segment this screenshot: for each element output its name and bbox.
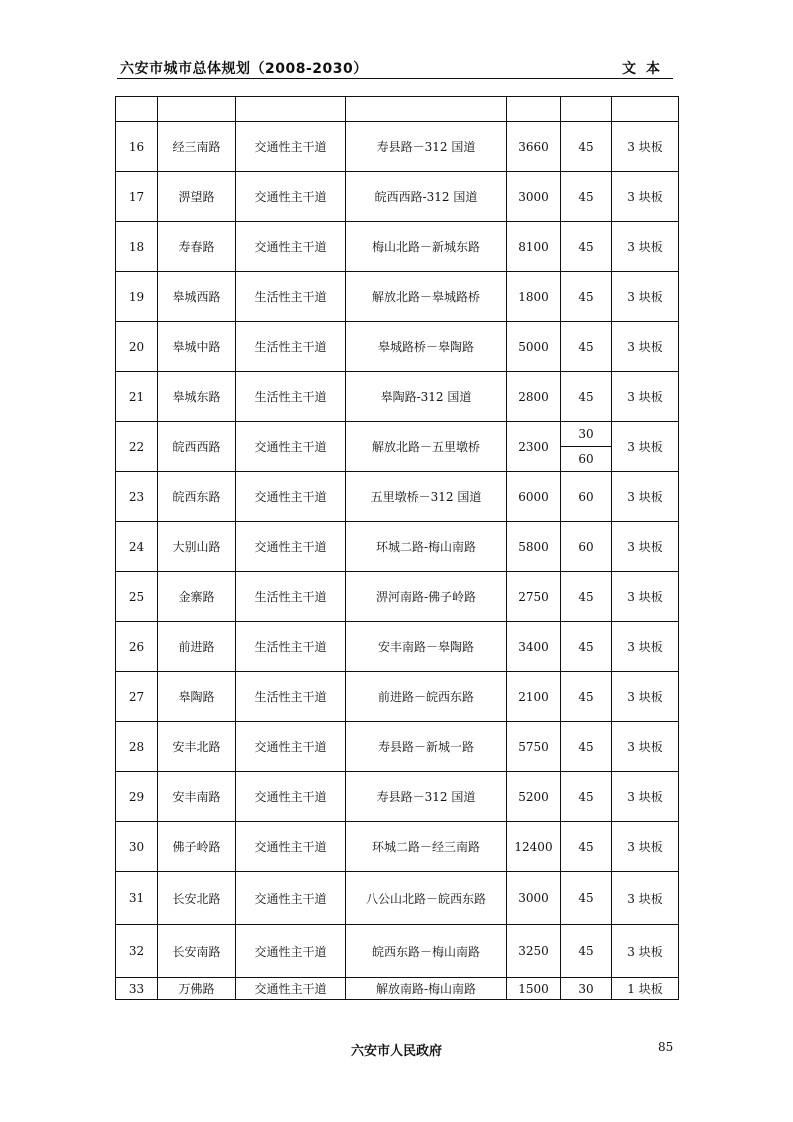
road-grade: 生活性主干道 (236, 272, 346, 322)
road-section: 3 块板 (612, 925, 679, 978)
road-length: 5200 (507, 772, 561, 822)
road-length: 2300 (507, 422, 561, 472)
road-grade: 交通性主干道 (236, 822, 346, 872)
table-row (116, 978, 679, 1000)
road-width: 45 (561, 772, 612, 822)
road-grade: 交通性主干道 (236, 172, 346, 222)
road-route: 淠河南路-佛子岭路 (346, 572, 507, 622)
road-route: 环城二路-梅山南路 (346, 522, 507, 572)
road-section: 3 块板 (612, 422, 679, 472)
table-header-cell (507, 97, 561, 122)
road-width: 45 (561, 822, 612, 872)
road-section: 3 块板 (612, 722, 679, 772)
road-length: 3400 (507, 622, 561, 672)
road-length: 3000 (507, 872, 561, 925)
road-length: 1800 (507, 272, 561, 322)
row-number: 26 (116, 622, 158, 672)
road-section: 3 块板 (612, 172, 679, 222)
road-width: 45 (561, 622, 612, 672)
road-name: 皋陶路 (158, 672, 236, 722)
table-header-cell (236, 97, 346, 122)
road-width: 45 (561, 122, 612, 172)
row-number: 33 (116, 978, 158, 1000)
road-length: 5800 (507, 522, 561, 572)
table-row (116, 672, 679, 722)
table-row (116, 622, 679, 672)
road-width: 30 (561, 978, 612, 1000)
road-width: 60 (561, 522, 612, 572)
road-length: 3250 (507, 925, 561, 978)
road-grade: 生活性主干道 (236, 672, 346, 722)
row-number: 29 (116, 772, 158, 822)
road-route: 解放北路－五里墩桥 (346, 422, 507, 472)
table-row (116, 322, 679, 372)
row-number: 28 (116, 722, 158, 772)
row-number: 20 (116, 322, 158, 372)
table-row (116, 522, 679, 572)
table-header-cell (116, 97, 158, 122)
road-name: 皋城西路 (158, 272, 236, 322)
table-header-cell (561, 97, 612, 122)
road-grade: 交通性主干道 (236, 422, 346, 472)
road-length: 6000 (507, 472, 561, 522)
road-name: 万佛路 (158, 978, 236, 1000)
road-section: 3 块板 (612, 472, 679, 522)
road-section: 3 块板 (612, 672, 679, 722)
road-grade: 交通性主干道 (236, 472, 346, 522)
road-route: 皖西西路-312 国道 (346, 172, 507, 222)
road-section: 3 块板 (612, 222, 679, 272)
road-width: 45 (561, 372, 612, 422)
table-header-row (116, 97, 679, 122)
road-route: 八公山北路－皖西东路 (346, 872, 507, 925)
road-route: 五里墩桥－312 国道 (346, 472, 507, 522)
road-length: 1500 (507, 978, 561, 1000)
road-section: 3 块板 (612, 272, 679, 322)
road-name: 金寨路 (158, 572, 236, 622)
table-header-cell (158, 97, 236, 122)
document-section-label: 文本 (622, 61, 670, 77)
road-section: 1 块板 (612, 978, 679, 1000)
road-route: 寿县路－新城一路 (346, 722, 507, 772)
row-number: 16 (116, 122, 158, 172)
road-name: 佛子岭路 (158, 822, 236, 872)
row-number: 21 (116, 372, 158, 422)
table-row (116, 272, 679, 322)
road-route: 寿县路－312 国道 (346, 772, 507, 822)
footer-organization: 六安市人民政府 (350, 1044, 442, 1059)
road-width: 45 (561, 722, 612, 772)
road-length: 8100 (507, 222, 561, 272)
row-number: 18 (116, 222, 158, 272)
road-section: 3 块板 (612, 372, 679, 422)
road-width: 60 (561, 472, 612, 522)
table-row (116, 572, 679, 622)
table-row (116, 172, 679, 222)
table-row (116, 925, 679, 978)
road-length: 12400 (507, 822, 561, 872)
table-row (116, 822, 679, 872)
row-number: 27 (116, 672, 158, 722)
row-number: 32 (116, 925, 158, 978)
row-number: 30 (116, 822, 158, 872)
road-width-lower: 60 (561, 446, 611, 471)
road-name: 皋城东路 (158, 372, 236, 422)
road-length: 5000 (507, 322, 561, 372)
road-name: 大别山路 (158, 522, 236, 572)
table-row (116, 372, 679, 422)
road-width: 45 (561, 222, 612, 272)
road-route: 梅山北路－新城东路 (346, 222, 507, 272)
table-row (116, 722, 679, 772)
road-name: 寿春路 (158, 222, 236, 272)
table-row (116, 422, 679, 472)
row-number: 24 (116, 522, 158, 572)
road-grade: 生活性主干道 (236, 572, 346, 622)
road-grade: 交通性主干道 (236, 522, 346, 572)
road-width: 45 (561, 172, 612, 222)
road-width-upper: 30 (578, 427, 594, 441)
road-route: 安丰南路－皋陶路 (346, 622, 507, 672)
row-number: 22 (116, 422, 158, 472)
row-number: 25 (116, 572, 158, 622)
road-section: 3 块板 (612, 522, 679, 572)
road-width-split (561, 422, 612, 472)
road-length: 5750 (507, 722, 561, 772)
road-route: 前进路－皖西东路 (346, 672, 507, 722)
road-grade: 生活性主干道 (236, 622, 346, 672)
road-width: 45 (561, 322, 612, 372)
road-grade: 交通性主干道 (236, 222, 346, 272)
table-header-cell (346, 97, 507, 122)
road-name: 安丰北路 (158, 722, 236, 772)
road-section: 3 块板 (612, 772, 679, 822)
row-number: 19 (116, 272, 158, 322)
road-table (115, 96, 679, 1000)
document-title: 六安市城市总体规划（2008-2030） (120, 61, 368, 77)
table-row (116, 122, 679, 172)
road-grade: 交通性主干道 (236, 925, 346, 978)
road-length: 2750 (507, 572, 561, 622)
row-number: 23 (116, 472, 158, 522)
road-section: 3 块板 (612, 622, 679, 672)
road-length: 3660 (507, 122, 561, 172)
road-name: 皖西西路 (158, 422, 236, 472)
road-route: 环城二路－经三南路 (346, 822, 507, 872)
road-length: 2100 (507, 672, 561, 722)
road-width: 45 (561, 925, 612, 978)
road-grade: 交通性主干道 (236, 978, 346, 1000)
road-grade: 交通性主干道 (236, 872, 346, 925)
road-width: 45 (561, 872, 612, 925)
road-grade: 交通性主干道 (236, 772, 346, 822)
page-number: 85 (658, 1040, 674, 1054)
row-number: 31 (116, 872, 158, 925)
road-section: 3 块板 (612, 822, 679, 872)
road-width: 45 (561, 572, 612, 622)
row-number: 17 (116, 172, 158, 222)
table-row (116, 772, 679, 822)
road-section: 3 块板 (612, 322, 679, 372)
road-name: 前进路 (158, 622, 236, 672)
road-name: 安丰南路 (158, 772, 236, 822)
road-route: 皖西东路－梅山南路 (346, 925, 507, 978)
table-row (116, 472, 679, 522)
road-length: 3000 (507, 172, 561, 222)
road-name: 皋城中路 (158, 322, 236, 372)
table-row (116, 872, 679, 925)
road-length: 2800 (507, 372, 561, 422)
road-grade: 生活性主干道 (236, 372, 346, 422)
table-header-cell (612, 97, 679, 122)
road-width: 45 (561, 672, 612, 722)
road-section: 3 块板 (612, 122, 679, 172)
road-name: 经三南路 (158, 122, 236, 172)
road-grade: 交通性主干道 (236, 722, 346, 772)
road-section: 3 块板 (612, 572, 679, 622)
road-name: 淠望路 (158, 172, 236, 222)
road-name: 长安北路 (158, 872, 236, 925)
road-grade: 生活性主干道 (236, 322, 346, 372)
road-route: 皋城路桥－皋陶路 (346, 322, 507, 372)
road-name: 长安南路 (158, 925, 236, 978)
road-route: 解放北路－皋城路桥 (346, 272, 507, 322)
road-width: 45 (561, 272, 612, 322)
road-route: 寿县路－312 国道 (346, 122, 507, 172)
road-grade: 交通性主干道 (236, 122, 346, 172)
road-route: 皋陶路-312 国道 (346, 372, 507, 422)
road-route: 解放南路-梅山南路 (346, 978, 507, 1000)
table-row (116, 222, 679, 272)
road-name: 皖西东路 (158, 472, 236, 522)
road-section: 3 块板 (612, 872, 679, 925)
header-rule (117, 78, 673, 79)
